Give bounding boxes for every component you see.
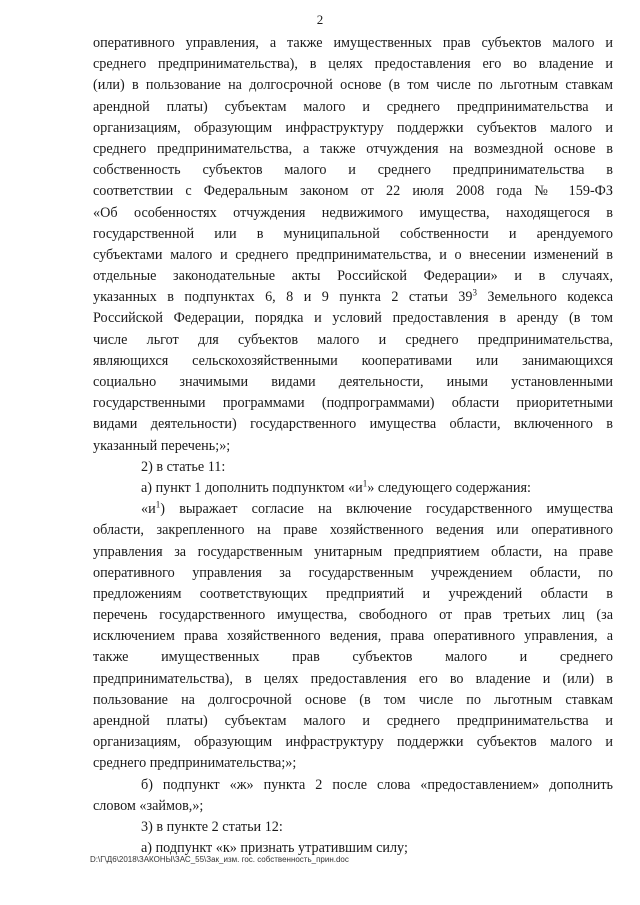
- text-line-content: государственной или в муниципальной собственности и арендуемого: [93, 225, 613, 242]
- text-line-content: предложениям соответствующих предприятий и учреждений области в: [93, 585, 613, 602]
- text-line: [93, 372, 613, 393]
- text-line: [93, 669, 613, 690]
- text-line: [93, 54, 613, 75]
- text-line-content: являющихся сельскохозяйственными кооперативами или занимающихся: [93, 352, 613, 369]
- text-line-content: государственными программами (подпрограммами) области приоритетными: [93, 395, 613, 412]
- text-line: [93, 118, 613, 139]
- text-line-content: 3) в пункте 2 статьи 12:: [141, 818, 283, 835]
- text-line: [93, 181, 613, 202]
- superscript: 1: [362, 478, 368, 489]
- text-line: [93, 563, 613, 584]
- text-line: [93, 478, 613, 499]
- text-line-content: перечень государственного имущества, свободного от прав третьих лиц (за: [93, 607, 613, 624]
- text-line-content: указанных в подпунктах 6, 8 и 9 пункта 2 статьи 39: [93, 289, 473, 306]
- text-line-content: а) подпункт «к» признать утратившим силу;: [141, 840, 408, 857]
- text-line-content: арендной платы) субъектам малого и среднего предпринимательства и: [93, 98, 613, 115]
- text-line: [93, 626, 613, 647]
- text-line: [93, 499, 613, 520]
- text-line-content: организациям, образующим инфраструктуру поддержки субъектов малого и: [93, 734, 613, 751]
- text-line-content: «и: [141, 501, 156, 518]
- text-line: [93, 33, 613, 54]
- text-line-content: (или) в пользование на долгосрочной основе (в том числе по льготным ставкам: [93, 77, 613, 94]
- text-line-content: оперативного управления за государственным учреждением области, по: [93, 564, 613, 581]
- text-line: [93, 224, 613, 245]
- text-line-content: б) подпункт «ж» пункта 2 после слова «предоставлением» дополнить: [141, 776, 613, 793]
- text-line-content: соответствии с Федеральным законом от 22 июля 2008 года № 159-ФЗ: [93, 183, 613, 200]
- text-line: [93, 160, 613, 181]
- text-line: [93, 287, 613, 308]
- text-line-content: оперативного управления, а также имущественных прав субъектов малого и: [93, 35, 613, 51]
- text-line: [93, 97, 613, 118]
- page-number: 2: [316, 12, 324, 27]
- text-line: [93, 542, 613, 563]
- text-line: [93, 753, 613, 774]
- file-path-footer: D:\Г\Д6\2018\ЗАКОНЫ\ЗАС_55\Зак_изм. гос. собственность_прин.doc: [90, 855, 349, 864]
- text-line-content: числе льгот для субъектов малого и среднего предпринимательства,: [93, 331, 613, 348]
- text-line-content: исключением права хозяйственного ведения, права оперативного управления, а: [93, 628, 613, 645]
- text-line-content: «Об особенностях отчуждения недвижимого имущества, находящегося в: [93, 204, 613, 221]
- superscript: 1: [155, 499, 161, 510]
- text-line: [93, 457, 613, 478]
- text-line: [93, 414, 613, 435]
- text-line: [93, 647, 613, 668]
- text-line: [93, 308, 613, 329]
- text-line: [93, 817, 613, 838]
- text-line-content: пользование на долгосрочной основе (в том числе по льготным ставкам: [93, 691, 613, 708]
- text-line-content: видами деятельности) государственного имущества области, включенного в: [93, 416, 613, 433]
- text-line-continuation: » следующего содержания:: [367, 479, 531, 496]
- text-line-continuation: ) выражает согласие на включение государственного имущества: [160, 501, 613, 518]
- text-line-content: собственность субъектов малого и среднего предпринимательства в: [93, 162, 613, 179]
- text-line-content: а) пункт 1 дополнить подпунктом «и: [141, 479, 363, 496]
- text-line-content: социально значимыми видами деятельности, иными установленными: [93, 374, 613, 390]
- text-line-content: указанный перечень;»;: [93, 437, 231, 454]
- text-line: [93, 796, 613, 817]
- text-line: [93, 75, 613, 96]
- text-line: [93, 203, 613, 224]
- text-line-content: субъектами малого и среднего предпринимательства, и о внесении изменений в: [93, 246, 613, 263]
- text-line: [93, 520, 613, 541]
- text-line-content: области, закрепленного на праве хозяйственного ведения или оперативного: [93, 522, 613, 539]
- text-line-content: среднего предпринимательства;»;: [93, 755, 297, 772]
- text-line-content: также имущественных прав субъектов малого и среднего: [93, 649, 613, 666]
- text-line: [93, 584, 613, 605]
- text-line: [93, 266, 613, 287]
- text-line-content: среднего предпринимательства, а также отчуждения на возмездной основе в: [93, 140, 613, 157]
- text-line-content: управления за государственным унитарным предприятием области, на праве: [93, 543, 613, 560]
- text-line-content: Российской Федерации, порядка и условий предоставления в аренду (в том: [93, 310, 613, 327]
- text-line-content: 2) в статье 11:: [141, 458, 226, 475]
- text-line: [93, 775, 613, 796]
- text-line: [93, 732, 613, 753]
- text-line: [93, 139, 613, 160]
- text-line-content: словом «займов,»;: [93, 797, 204, 814]
- text-line-content: арендной платы) субъектам малого и среднего предпринимательства и: [93, 713, 613, 729]
- superscript: 3: [472, 287, 477, 298]
- document-body: [93, 33, 613, 859]
- text-line: [93, 690, 613, 711]
- text-line-content: отдельные законодательные акты Российской Федерации» и в случаях,: [93, 268, 613, 285]
- text-line-content: среднего предпринимательства), в целях предоставления его во владение и: [93, 56, 613, 73]
- text-line: [93, 245, 613, 266]
- text-line-continuation: Земельного кодекса: [476, 289, 613, 306]
- text-line: [93, 330, 613, 351]
- text-line-content: предпринимательства), в целях предоставления его во владение и (или) в: [93, 670, 613, 687]
- text-line-content: организациям, образующим инфраструктуру поддержки субъектов малого и: [93, 119, 613, 136]
- text-line: [93, 351, 613, 372]
- text-line: [93, 605, 613, 626]
- text-line: [93, 711, 613, 732]
- text-line: [93, 436, 613, 457]
- text-line: [93, 393, 613, 414]
